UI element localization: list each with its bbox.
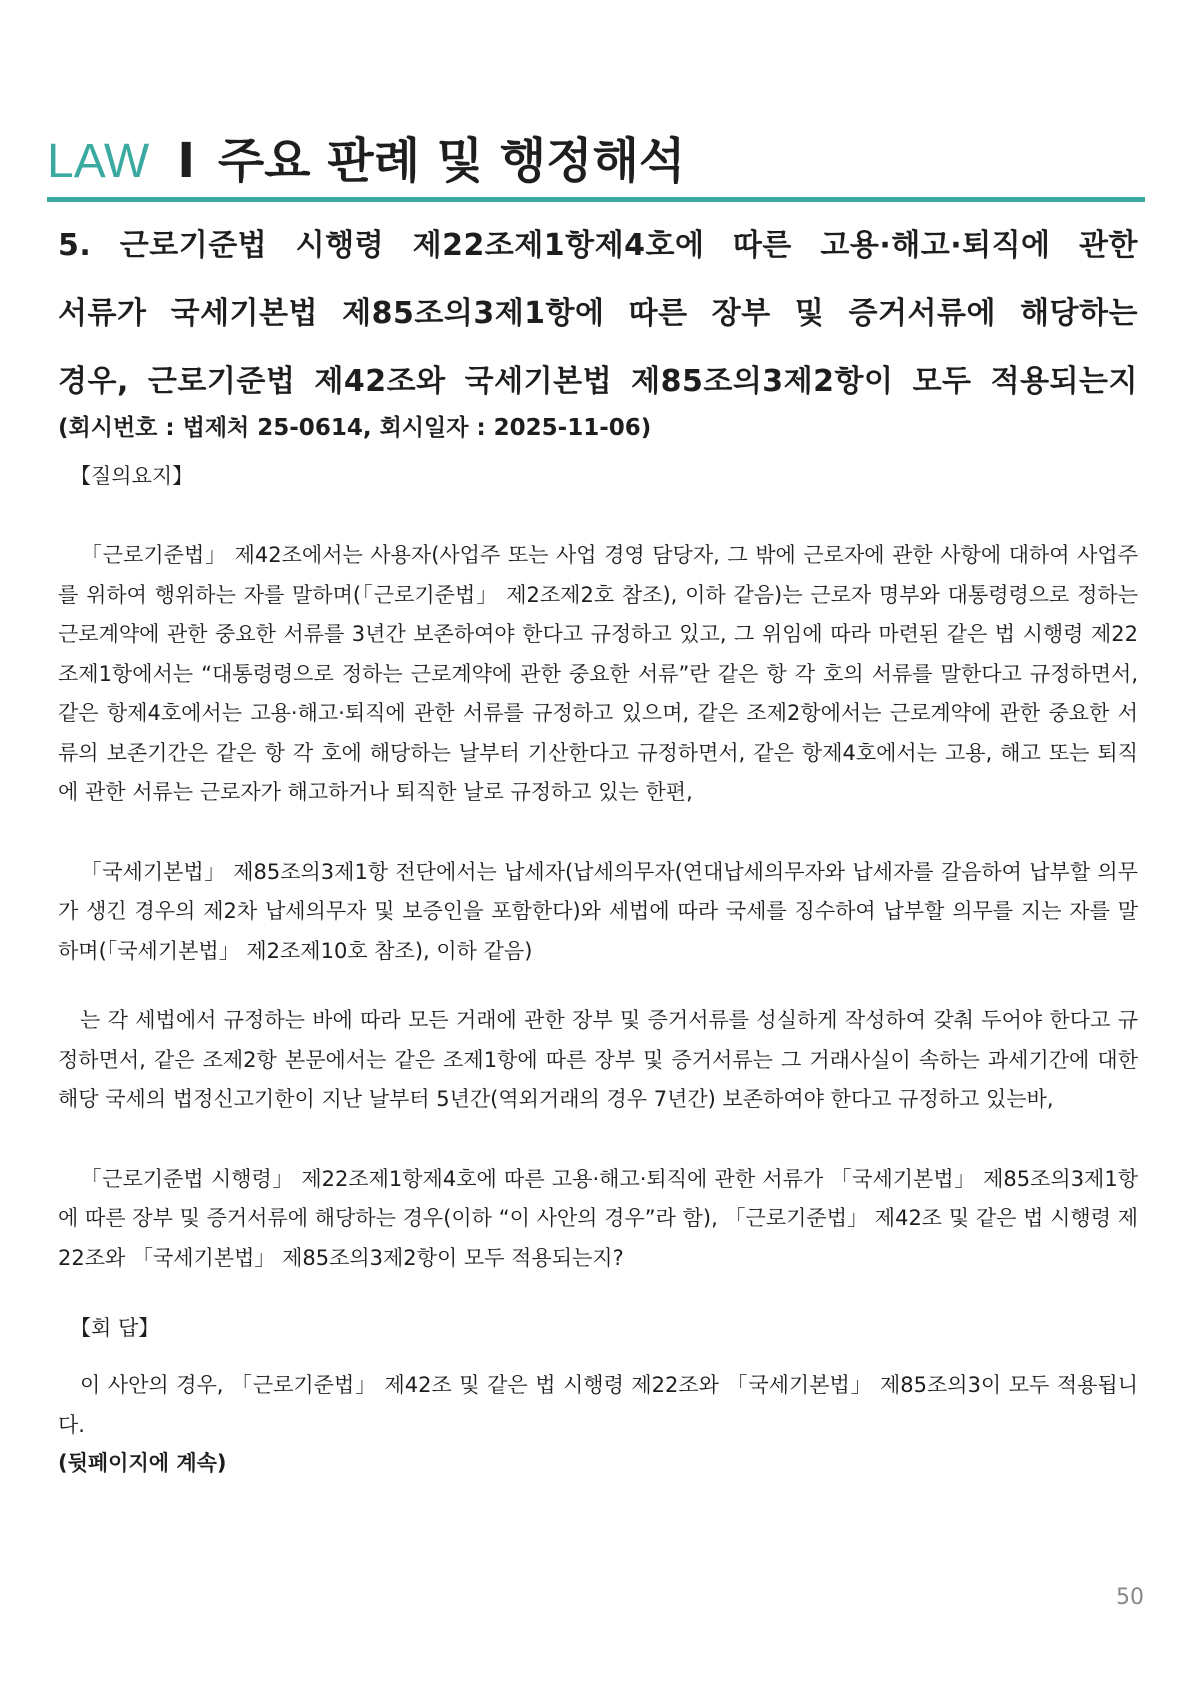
document-body — [58, 456, 1138, 1481]
header-divider — [47, 197, 1145, 202]
question-paragraph-4: 「근로기준법 시행령」 제22조제1항제4호에 따른 고용·해고·퇴직에 관한 서류가 「국세기본법」 제85조의3제1항에 따른 장부 및 증거서류에 해당하는 경우(이하 “이 사안의 경우”라 함), 「근로기준법」 제42조 및 같은 법 시행령 제22조와 「국세기본법」 제85조의3제2항이 모두 적용되는지? — [58, 1166, 1138, 1270]
law-tag: LAW — [47, 135, 150, 188]
continue-note: (뒷페이지에 계속) — [58, 1451, 227, 1475]
question-label: 【질의요지】 — [70, 464, 194, 488]
heading-line-2: 서류가 국세기본법 제85조의3제1항에 따른 장부 및 증거서류에 해당하는 — [58, 296, 1138, 331]
page-header — [47, 126, 1145, 202]
answer-label: 【회 답】 — [70, 1316, 160, 1340]
heading-line-3: 경우, 근로기준법 제42조와 국세기본법 제85조의3제2항이 모두 적용되는지 — [58, 364, 1138, 399]
question-paragraph-1: 「근로기준법」 제42조에서는 사용자(사업주 또는 사업 경영 담당자, 그 밖에 근로자에 관한 사항에 대하여 사업주를 위하여 행위하는 자를 말하며(「근로기준법」 제2조제2호 참조), 이하 같음)는 근로자 명부와 대통령령으로 정하는 근로계약에 관한 중요한 서류를 3년간 보존하여야 한다고 규정하고 있고, 그 위임에 따라 마련된 같은 법 시행령 제22조제1항에서는 “대통령령으로 정하는 근로계약에 관한 중요한 서류”란 같은 항 각 호의 서류를 말한다고 규정하면서, 같은 항제4호에서는 고용·해고·퇴직에 관한 서류를 규정하고 있으며, 같은 조제2항에서는 근로계약에 관한 중요한 서류의 보존기간은 같은 항 각 호에 해당하는 날부터 기산한다고 규정하면서, 같은 항제4호에서는 고용, 해고 또는 퇴직에 관한 서류는 근로자가 해고하거나 퇴직한 날로 규정하고 있는 한편, — [58, 543, 1138, 804]
heading-line-1: 5. 근로기준법 시행령 제22조제1항제4호에 따른 고용·해고·퇴직에 관한 — [58, 228, 1138, 263]
answer-paragraph: 이 사안의 경우, 「근로기준법」 제42조 및 같은 법 시행령 제22조와 「국세기본법」 제85조의3이 모두 적용됩니다. — [58, 1373, 1138, 1437]
question-paragraph-3: 는 각 세법에서 규정하는 바에 따라 모든 거래에 관한 장부 및 증거서류를 성실하게 작성하여 갖춰 두어야 한다고 규정하면서, 같은 조제2항 본문에서는 같은 조제1항에 따른 장부 및 증거서류는 그 거래사실이 속하는 과세기간에 대한 해당 국세의 법정신고기한이 지난 날부터 5년간(역외거래의 경우 7년간) 보존하여야 한다고 규정하고 있는바, — [58, 1008, 1138, 1111]
question-paragraph-2: 「국세기본법」 제85조의3제1항 전단에서는 납세자(납세의무자(연대납세의무자와 납세자를 갈음하여 납부할 의무가 생긴 경우의 제2차 납세의무자 및 보증인을 포함한다)와 세법에 따라 국세를 징수하여 납부할 의무를 지는 자를 말하며(「국세기본법」 제2조제10호 참조), 이하 같음) — [58, 859, 1138, 963]
case-heading — [58, 212, 1138, 448]
header-title — [47, 126, 1145, 197]
header-separator: I — [177, 133, 196, 189]
section-title: 주요 판례 및 행정해석 — [217, 133, 686, 189]
page-number: 50 — [1116, 1585, 1144, 1610]
reply-metadata: (회시번호 : 법제처 25-0614, 회시일자 : 2025-11-06) — [58, 415, 652, 441]
